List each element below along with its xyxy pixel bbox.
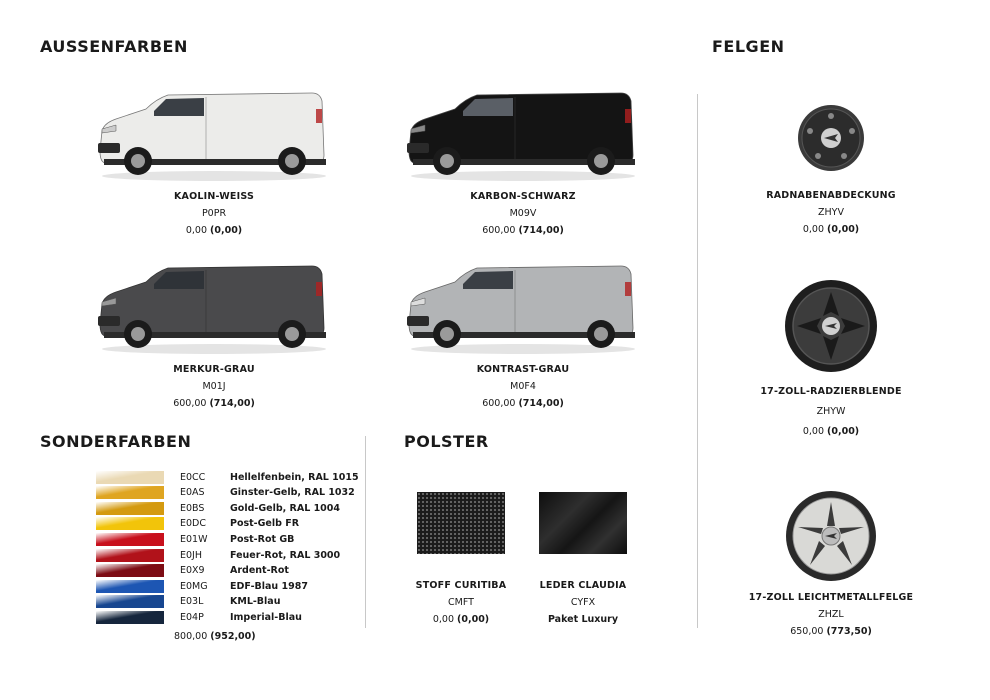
- upholstery-name: STOFF CURITIBA: [415, 580, 507, 591]
- color-swatch: [96, 502, 164, 515]
- exterior-color-name: KARBON-SCHWARZ: [470, 191, 576, 202]
- special-color-row[interactable]: [96, 532, 294, 546]
- special-color-name: Post-Rot GB: [230, 533, 295, 545]
- wheel-name: 17-ZOLL LEICHTMETALLFELGE: [748, 592, 914, 603]
- exterior-color-name: MERKUR-GRAU: [173, 364, 255, 375]
- upholstery-price: 0,00 (0,00): [432, 614, 490, 625]
- wheels-title: FELGEN: [712, 37, 785, 56]
- wheel-code: ZHZL: [818, 609, 844, 620]
- wheel-name: 17-ZOLL-RADZIERBLENDE: [760, 386, 902, 397]
- special-color-name: Imperial-Blau: [230, 611, 302, 623]
- wheel-price: 0,00 (0,00): [802, 224, 860, 235]
- wheel-option-card[interactable]: [731, 490, 931, 637]
- wheel-cover-icon: [783, 278, 879, 374]
- exterior-color-card[interactable]: [403, 258, 643, 409]
- special-color-row[interactable]: [96, 564, 289, 578]
- special-color-price: 800,00 (952,00): [174, 631, 256, 642]
- special-color-code: E0X9: [180, 565, 205, 577]
- special-color-row[interactable]: [96, 517, 299, 531]
- upholstery-divider: [365, 436, 366, 628]
- exterior-color-name: KAOLIN-WEISS: [173, 191, 254, 202]
- color-swatch: [96, 564, 164, 577]
- special-color-code: E0MG: [180, 580, 208, 592]
- wheels-divider: [697, 94, 698, 628]
- upholstery-title: POLSTER: [404, 432, 489, 451]
- van-image: [94, 258, 334, 358]
- van-image: [94, 85, 334, 185]
- special-color-name: Hellelfenbein, RAL 1015: [230, 471, 359, 483]
- upholstery-note: Paket Luxury: [547, 614, 619, 625]
- special-color-code: E0JH: [180, 549, 202, 561]
- wheel-option-card[interactable]: [731, 98, 931, 235]
- special-color-code: E01W: [180, 533, 208, 545]
- special-color-code: E0CC: [180, 471, 206, 483]
- special-color-name: KML-Blau: [230, 596, 281, 608]
- special-color-name: Gold-Gelb, RAL 1004: [230, 502, 341, 514]
- color-swatch: [96, 533, 164, 546]
- special-color-code: E0BS: [180, 502, 205, 514]
- upholstery-code: CMFT: [448, 597, 474, 608]
- exterior-color-price: 600,00 (714,00): [482, 225, 564, 236]
- hubcap-icon: [791, 98, 871, 178]
- special-color-row[interactable]: [96, 595, 280, 609]
- special-color-name: Feuer-Rot, RAL 3000: [230, 549, 341, 561]
- special-color-row[interactable]: [96, 610, 302, 624]
- exterior-color-name: KONTRAST-GRAU: [476, 364, 570, 375]
- special-color-row[interactable]: [96, 486, 355, 500]
- upholstery-name: LEDER CLAUDIA: [539, 580, 627, 591]
- exterior-color-price: 600,00 (714,00): [482, 398, 564, 409]
- wheel-price: 650,00 (773,50): [790, 626, 872, 637]
- special-color-code: E04P: [180, 611, 204, 623]
- special-color-row[interactable]: [96, 470, 359, 484]
- exterior-color-code: M09V: [509, 208, 537, 219]
- wheel-option-card[interactable]: [731, 278, 931, 437]
- special-color-name: Ardent-Rot: [230, 565, 289, 577]
- exterior-colors-title: AUSSENFARBEN: [40, 37, 188, 56]
- wheel-code: ZHYV: [818, 207, 844, 218]
- van-image: [403, 258, 643, 358]
- exterior-color-card[interactable]: [403, 85, 643, 236]
- special-color-code: E03L: [180, 596, 204, 608]
- upholstery-card[interactable]: [523, 492, 643, 625]
- special-color-name: EDF-Blau 1987: [230, 580, 308, 592]
- color-swatch: [96, 549, 164, 562]
- fabric-swatch-image: [417, 492, 505, 554]
- leather-swatch-image: [539, 492, 627, 554]
- exterior-color-code: M0F4: [510, 381, 536, 392]
- special-colors-title: SONDERFARBEN: [40, 432, 192, 451]
- special-color-row[interactable]: [96, 501, 340, 515]
- color-swatch: [96, 471, 164, 484]
- color-swatch: [96, 611, 164, 624]
- special-color-row[interactable]: [96, 548, 340, 562]
- wheel-name: RADNABENABDECKUNG: [766, 190, 896, 201]
- exterior-color-code: P0PR: [201, 208, 227, 219]
- exterior-color-card[interactable]: [94, 85, 334, 236]
- alloy-wheel-icon: [785, 490, 877, 582]
- special-color-row[interactable]: [96, 579, 308, 593]
- exterior-color-price: 0,00 (0,00): [185, 225, 243, 236]
- color-swatch: [96, 595, 164, 608]
- upholstery-code: CYFX: [570, 597, 596, 608]
- special-color-name: Post-Gelb FR: [230, 518, 300, 530]
- exterior-color-card[interactable]: [94, 258, 334, 409]
- van-image: [403, 85, 643, 185]
- exterior-color-price: 600,00 (714,00): [173, 398, 255, 409]
- wheel-code: ZHYW: [816, 406, 846, 417]
- upholstery-card[interactable]: [401, 492, 521, 625]
- color-swatch: [96, 580, 164, 593]
- special-color-code: E0DC: [180, 518, 206, 530]
- special-color-code: E0AS: [180, 487, 205, 499]
- wheel-price: 0,00 (0,00): [802, 426, 860, 437]
- color-swatch: [96, 517, 164, 530]
- special-color-name: Ginster-Gelb, RAL 1032: [230, 487, 355, 499]
- exterior-color-code: M01J: [202, 381, 226, 392]
- color-swatch: [96, 486, 164, 499]
